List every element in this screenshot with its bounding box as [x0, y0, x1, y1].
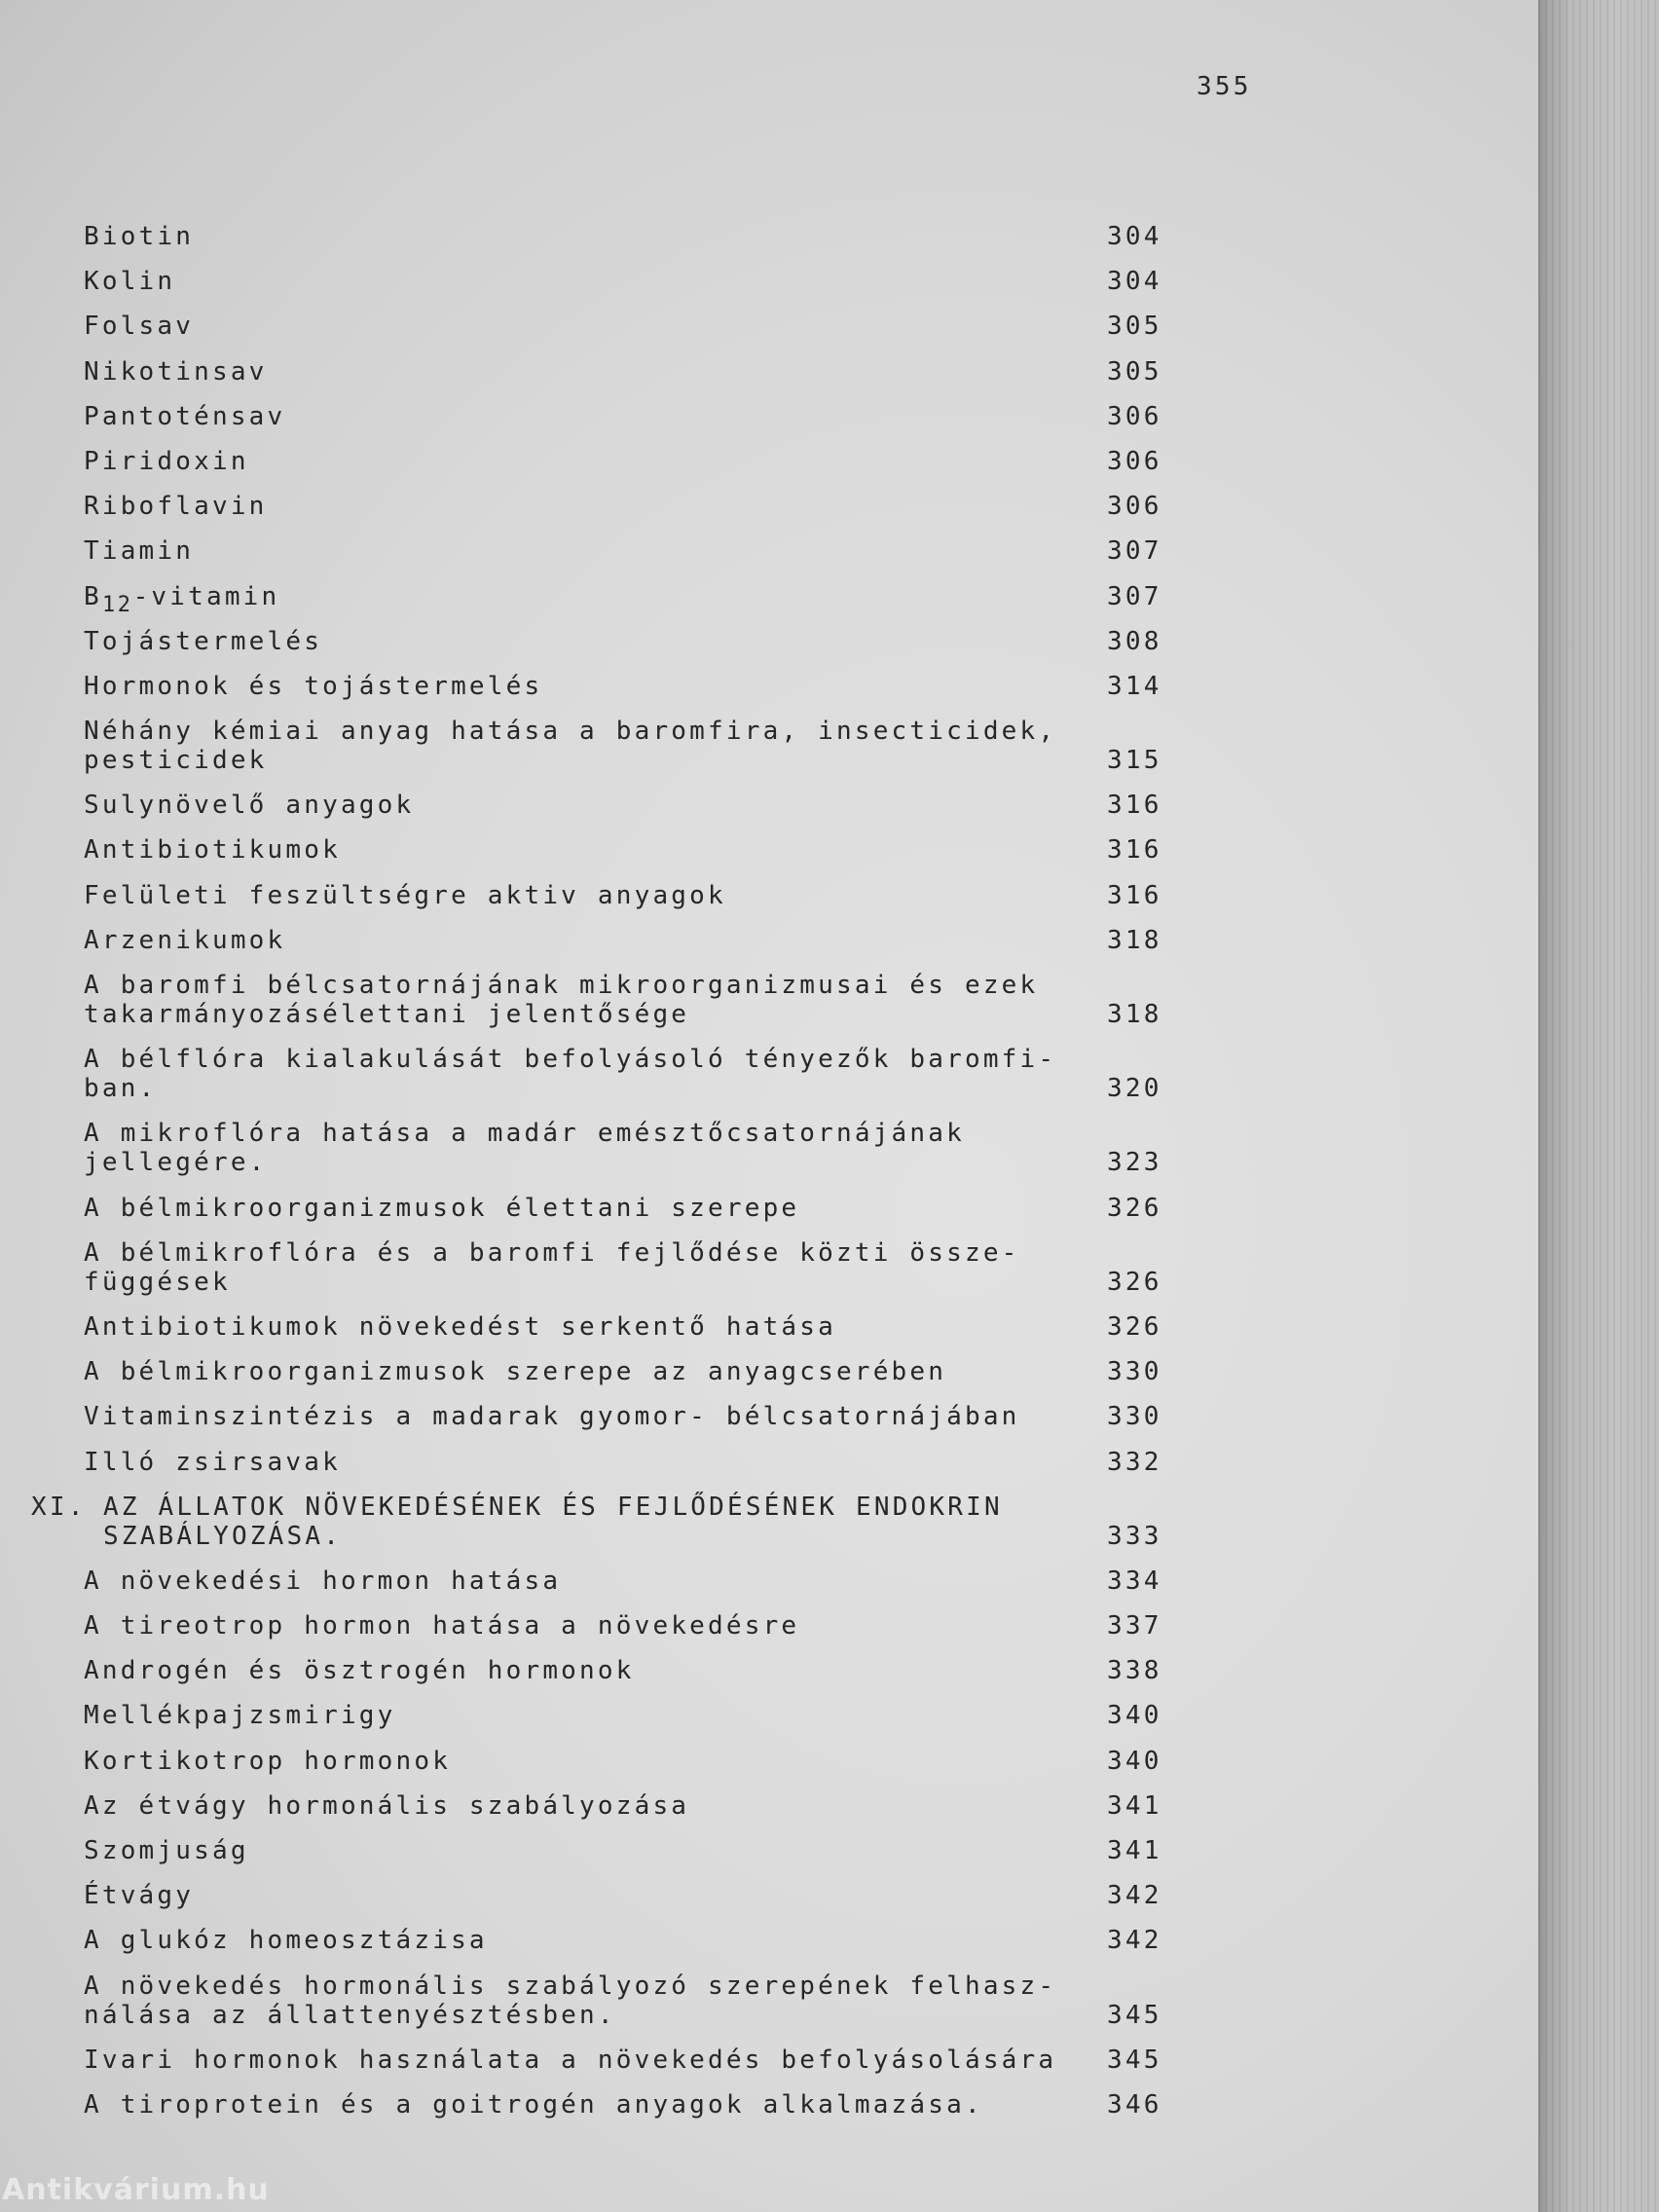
- toc-entry-title-line: Szomjuság: [84, 1836, 249, 1865]
- toc-entry-page-number: 315: [1107, 746, 1162, 776]
- toc-entry-title-line: Illó zsirsavak: [84, 1447, 341, 1477]
- toc-entry-title: [84, 402, 1107, 431]
- toc-entry-page-number: 340: [1107, 1746, 1162, 1776]
- toc-entry: [0, 881, 1266, 910]
- toc-entry-title: [84, 1791, 1107, 1821]
- toc-entry: [0, 1312, 1266, 1342]
- toc-entry-title-line: pesticidek: [84, 746, 268, 776]
- toc-entry-page-number: 330: [1107, 1357, 1162, 1387]
- toc-entry-title: [84, 835, 1107, 865]
- toc-entry-page-number: 304: [1107, 267, 1162, 297]
- toc-entry-title: [84, 1611, 1107, 1641]
- toc-entry: [0, 1611, 1266, 1641]
- toc-entry-page-number: 332: [1107, 1447, 1162, 1477]
- toc-entry-title-line: Kolin: [84, 267, 176, 297]
- toc-entry: [0, 791, 1266, 820]
- toc-entry: [0, 1045, 1266, 1103]
- toc-entry: [0, 447, 1266, 476]
- toc-entry-title-line: A baromfi bélcsatornájának mikroorganizmusai és ezek: [84, 971, 1039, 1000]
- toc-entry: [0, 312, 1266, 341]
- toc-entry: [0, 222, 1266, 251]
- toc-entry-title: [84, 357, 1107, 387]
- toc-entry-title-line: Felületi feszültségre aktiv anyagok: [84, 880, 726, 910]
- toc-entry-title-line: Mellékpajzsmirigy: [84, 1701, 396, 1731]
- toc-entry-page-number: 323: [1107, 1148, 1162, 1178]
- toc-entry-title-line: A tireotrop hormon hatása a növekedésre: [84, 1611, 800, 1641]
- toc-entry-title-line: Arzenikumok: [84, 925, 286, 955]
- toc-entry-title: [84, 717, 1107, 775]
- toc-entry-page-number: 304: [1107, 222, 1162, 251]
- toc-entry-page-number: 320: [1107, 1074, 1162, 1104]
- vitamin-subscript: 12: [101, 592, 133, 617]
- toc-entry: [0, 1119, 1266, 1177]
- toc-entry: [0, 926, 1266, 955]
- toc-entry-page-number: 341: [1107, 1836, 1162, 1865]
- toc-entry-title-line: jellegére.: [84, 1148, 268, 1178]
- toc-entry-title: [84, 971, 1107, 1029]
- toc-entry: [0, 357, 1266, 387]
- toc-entry: [0, 492, 1266, 521]
- toc-entry-page-number: 318: [1107, 925, 1162, 955]
- toc-entry-title-line: Antibiotikumok: [84, 835, 341, 866]
- vitamin-letter: B: [84, 581, 102, 611]
- toc-entry-title-line: Tiamin: [84, 536, 195, 567]
- toc-entry-title-line: ban.: [84, 1074, 158, 1104]
- toc-entry-title-line: Androgén és ösztrogén hormonok: [84, 1656, 635, 1686]
- toc-entry-page-number: 340: [1107, 1701, 1162, 1731]
- toc-entry-title: [84, 926, 1107, 955]
- toc-entry-title: [84, 881, 1107, 910]
- toc-entry-title-line: [84, 581, 1107, 617]
- toc-entry-title-line: Kortikotrop hormonok: [84, 1746, 452, 1776]
- toc-entry: [0, 1194, 1266, 1223]
- toc-entry-page-number: 338: [1107, 1656, 1162, 1686]
- toc-entry-page-number: 333: [1107, 1521, 1162, 1551]
- toc-entry-title: [84, 672, 1107, 701]
- toc-entry-title-line: Biotin: [84, 222, 195, 251]
- toc-entry-page-number: 342: [1107, 1926, 1162, 1956]
- toc-chapter-entry: [0, 1493, 1266, 1551]
- toc-entry-title-line: Étvágy: [84, 1881, 195, 1911]
- toc-entry: [0, 971, 1266, 1029]
- toc-entry-title-line: Riboflavin: [84, 492, 268, 522]
- toc-entry: [0, 536, 1266, 566]
- toc-entry: [0, 1972, 1266, 2030]
- toc-entry-title-line: A növekedési hormon hatása: [84, 1566, 562, 1596]
- toc-entry: [0, 1791, 1266, 1821]
- toc-entry: [0, 1926, 1266, 1955]
- toc-entry-page-number: 334: [1107, 1566, 1162, 1596]
- toc-entry-page-number: 326: [1107, 1311, 1162, 1342]
- toc-entry-page-number: 330: [1107, 1402, 1162, 1432]
- toc-entry-page-number: 316: [1107, 791, 1162, 821]
- toc-entry: [0, 672, 1266, 701]
- toc-entry-title-line: A bélmikroorganizmusok élettani szerepe: [84, 1193, 800, 1223]
- toc-entry-title: [84, 1567, 1107, 1596]
- toc-entry: [0, 1881, 1266, 1910]
- toc-entry: [0, 1238, 1266, 1297]
- toc-entry: [0, 1836, 1266, 1865]
- toc-entry: [0, 1747, 1266, 1776]
- toc-entry-page-number: 314: [1107, 671, 1162, 701]
- toc-entry-title-line: Antibiotikumok növekedést serkentő hatása: [84, 1311, 836, 1342]
- toc-entry-title: [84, 1045, 1107, 1103]
- toc-entry-title-line: nálása az állattenyésztésben.: [84, 2000, 616, 2030]
- toc-entry-title-line: Ivari hormonok használata a növekedés befolyásolására: [84, 2045, 1057, 2075]
- toc-entry-title: [84, 1701, 1107, 1730]
- toc-entry-title: [84, 1747, 1107, 1776]
- toc-entry-page-number: 307: [1107, 581, 1162, 611]
- toc-entry-title: [84, 581, 1107, 617]
- table-of-contents: [0, 222, 1266, 2135]
- toc-entry-title: [84, 1493, 1107, 1551]
- toc-entry-page-number: 345: [1107, 2045, 1162, 2075]
- toc-entry-title: [84, 2090, 1107, 2120]
- toc-entry-title-line: SZABÁLYOZÁSA.: [103, 1521, 343, 1551]
- toc-entry-title: [84, 1357, 1107, 1386]
- toc-entry-title-line: A mikroflóra hatása a madár emésztőcsatornájának: [84, 1119, 965, 1149]
- toc-entry: [0, 1357, 1266, 1386]
- toc-entry-title-line: A glukóz homeosztázisa: [84, 1926, 488, 1956]
- toc-entry-title-line: A bélmikroorganizmusok szerepe az anyagcserében: [84, 1357, 947, 1387]
- chapter-number: XI.: [31, 1492, 87, 1522]
- toc-entry-title-line: Az étvágy hormonális szabályozása: [84, 1790, 690, 1821]
- toc-entry: [0, 581, 1266, 617]
- toc-entry-title-line: Sulynövelő anyagok: [84, 791, 415, 821]
- toc-entry: [0, 835, 1266, 865]
- toc-entry-title: [84, 267, 1107, 296]
- toc-entry-page-number: 306: [1107, 492, 1162, 522]
- toc-entry-title-line: Tojástermelés: [84, 626, 323, 656]
- toc-entry-title-line: függések: [84, 1267, 231, 1297]
- toc-entry-page-number: 326: [1107, 1193, 1162, 1223]
- toc-entry-title-line: Piridoxin: [84, 446, 249, 476]
- watermark: Antikvárium.hu: [2, 2173, 270, 2207]
- toc-entry-page-number: 316: [1107, 880, 1162, 910]
- toc-entry-page-number: 308: [1107, 626, 1162, 656]
- toc-entry: [0, 2090, 1266, 2120]
- toc-entry-title-line: takarmányozásélettani jelentősége: [84, 1000, 690, 1029]
- toc-entry-title-line: Nikotinsav: [84, 356, 268, 387]
- toc-entry-title: [84, 1972, 1107, 2030]
- toc-entry-title: [84, 312, 1107, 341]
- toc-entry-page-number: 326: [1107, 1267, 1162, 1297]
- toc-entry-page-number: 341: [1107, 1790, 1162, 1821]
- toc-entry-title: [84, 492, 1107, 521]
- toc-entry: [0, 402, 1266, 431]
- toc-entry-title: [84, 447, 1107, 476]
- toc-entry-title: [84, 627, 1107, 656]
- toc-entry-title: [84, 536, 1107, 566]
- toc-entry: [0, 627, 1266, 656]
- toc-entry-title: [84, 1119, 1107, 1177]
- toc-entry-page-number: 346: [1107, 2089, 1162, 2120]
- toc-entry: [0, 717, 1266, 775]
- toc-entry-title: [84, 791, 1107, 820]
- toc-entry-title: [84, 1238, 1107, 1297]
- toc-entry-page-number: 318: [1107, 1000, 1162, 1029]
- toc-entry: [0, 1402, 1266, 1431]
- toc-entry-title: [84, 1881, 1107, 1910]
- toc-entry-title-line: Hormonok és tojástermelés: [84, 671, 543, 701]
- toc-entry-title-line: A tiroprotein és a goitrogén anyagok alkalmazása.: [84, 2089, 983, 2120]
- toc-entry-title-line: A bélflóra kialakulását befolyásoló tényezők baromfi-: [84, 1045, 1057, 1075]
- vitamin-suffix: -vitamin: [132, 581, 280, 611]
- toc-entry-title: [84, 1926, 1107, 1955]
- toc-entry-title-line: Néhány kémiai anyag hatása a baromfira, insecticidek,: [84, 717, 1057, 747]
- toc-entry: [0, 1567, 1266, 1596]
- toc-entry-page-number: 306: [1107, 401, 1162, 431]
- toc-entry-page-number: 345: [1107, 2000, 1162, 2030]
- toc-entry-title-line: AZ ÁLLATOK NÖVEKEDÉSÉNEK ÉS FEJLŐDÉSÉNEK ENDOKRIN: [103, 1492, 1003, 1522]
- toc-entry-page-number: 342: [1107, 1881, 1162, 1911]
- toc-entry-page-number: 316: [1107, 835, 1162, 866]
- toc-entry-title-line: Folsav: [84, 312, 195, 342]
- toc-entry-page-number: 306: [1107, 446, 1162, 476]
- toc-entry: [0, 1448, 1266, 1477]
- page-number: 355: [1197, 72, 1252, 101]
- toc-entry: [0, 1701, 1266, 1730]
- toc-entry-title: [84, 1448, 1107, 1477]
- toc-entry: [0, 1656, 1266, 1685]
- toc-entry-title-line: A növekedés hormonális szabályozó szerepének felhasz-: [84, 1971, 1057, 2001]
- toc-entry-title: [84, 1656, 1107, 1685]
- book-spine-edge: [1538, 0, 1659, 2212]
- toc-entry-page-number: 305: [1107, 312, 1162, 342]
- toc-entry-title: [84, 2046, 1107, 2075]
- toc-entry-title: [84, 1194, 1107, 1223]
- toc-entry-title: [84, 1402, 1107, 1431]
- toc-entry-page-number: 305: [1107, 356, 1162, 387]
- toc-entry-title-line: Pantoténsav: [84, 401, 286, 431]
- toc-entry-page-number: 307: [1107, 536, 1162, 567]
- toc-entry-title-line: A bélmikroflóra és a baromfi fejlődése közti össze-: [84, 1237, 1020, 1268]
- toc-entry-title: [84, 222, 1107, 251]
- toc-entry-title-line: Vitaminszintézis a madarak gyomor- bélcsatornájában: [84, 1402, 1020, 1432]
- toc-entry: [0, 2046, 1266, 2075]
- toc-entry: [0, 267, 1266, 296]
- toc-entry-title: [84, 1312, 1107, 1342]
- toc-entry-title: [84, 1836, 1107, 1865]
- toc-entry-page-number: 337: [1107, 1611, 1162, 1641]
